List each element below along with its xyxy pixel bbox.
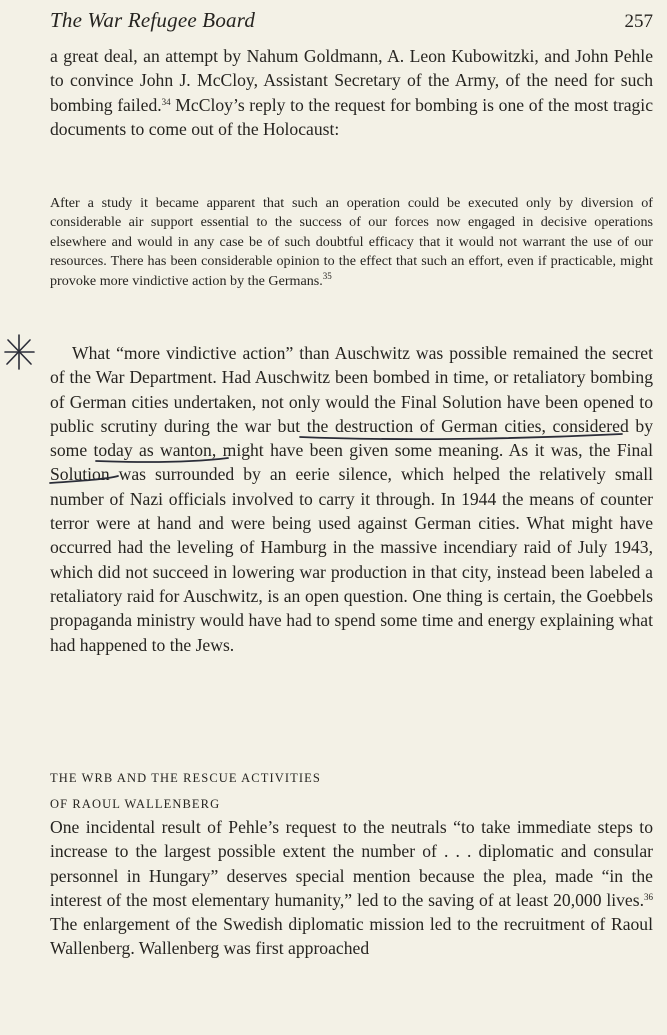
- footnote-ref-36: 36: [644, 891, 653, 902]
- paragraph-3-text-a: One incidental result of Pehle’s request to the neutrals “to take immediate steps to increase to the largest possible extent the number of . . . diplomatic and consular personnel in Hungary” deserves special mention because the plea, made “in the interest of the most elementary humanity,” led to the saving of at least 20,000 lives.: [50, 817, 653, 910]
- page-number: 257: [624, 11, 653, 32]
- section-heading-line-2: OF RAOUL WALLENBERG: [50, 797, 221, 811]
- footnote-ref-35: 35: [322, 270, 332, 281]
- asterisk-icon: [2, 332, 36, 372]
- footnote-ref-34: 34: [161, 96, 171, 107]
- paragraph-3-text-b: The enlargement of the Swedish diplomatic mission led to the recruitment of Raoul Wallenberg. Wallenberg was first approached: [50, 914, 653, 959]
- block-quote-text: After a study it became apparent that such an operation could be executed only by diversion of considerable air support essential to the success of our forces now engaged in decisive operations elsewhere and would in any case be of such doubtful efficacy that it would not warrant the use of our resources. There has been considerable opinion to the effect that such an effort, even if practicable, might provoke more vindictive action by the Germans.: [50, 195, 653, 289]
- paragraph-1-text-b: McCloy’s reply to the request for bombing is one of the most tragic documents to come out of the Holocaust:: [50, 94, 654, 139]
- running-head: The War Refugee Board: [50, 8, 256, 32]
- block-quote: [50, 194, 653, 291]
- page-header: [50, 8, 653, 38]
- section-heading: [50, 765, 321, 817]
- paragraph-2: [50, 341, 653, 657]
- paragraph-3: [50, 815, 653, 961]
- paragraph-1: [50, 44, 653, 141]
- paragraph-1-text-a: a great deal, an attempt by Nahum Goldmann, A. Leon Kubowitzki, and John Pehle to convince John J. McCloy, Assistant Secretary of the Army, of the need for such bombing failed.: [50, 46, 653, 115]
- paragraph-2-text: What “more vindictive action” than Auschwitz was possible remained the secret of the War Department. Had Auschwitz been bombed in time, or retaliatory bombing of German cities undertaken, not only would the Final Solution have been opened to public scrutiny during the war but the destruction of German cities, considered by some today as wanton, might have been given some meaning. As it was, the Final Solution was surrounded by an eerie silence, which helped the relatively small number of Nazi officials involved to carry it through. In 1944 the means of counter terror were at hand and were being used against German cities. What might have occurred had the leveling of Hamburg in the massive incendiary raid of July 1943, which did not succeed in lowering war production in that city, instead been labeled a retaliatory raid for Auschwitz, is an open question. One thing is certain, the Goebbels propaganda ministry would have had to spend some time and energy explaining what had happened to the Jews.: [50, 343, 653, 655]
- section-heading-line-1: THE WRB AND THE RESCUE ACTIVITIES: [50, 771, 321, 785]
